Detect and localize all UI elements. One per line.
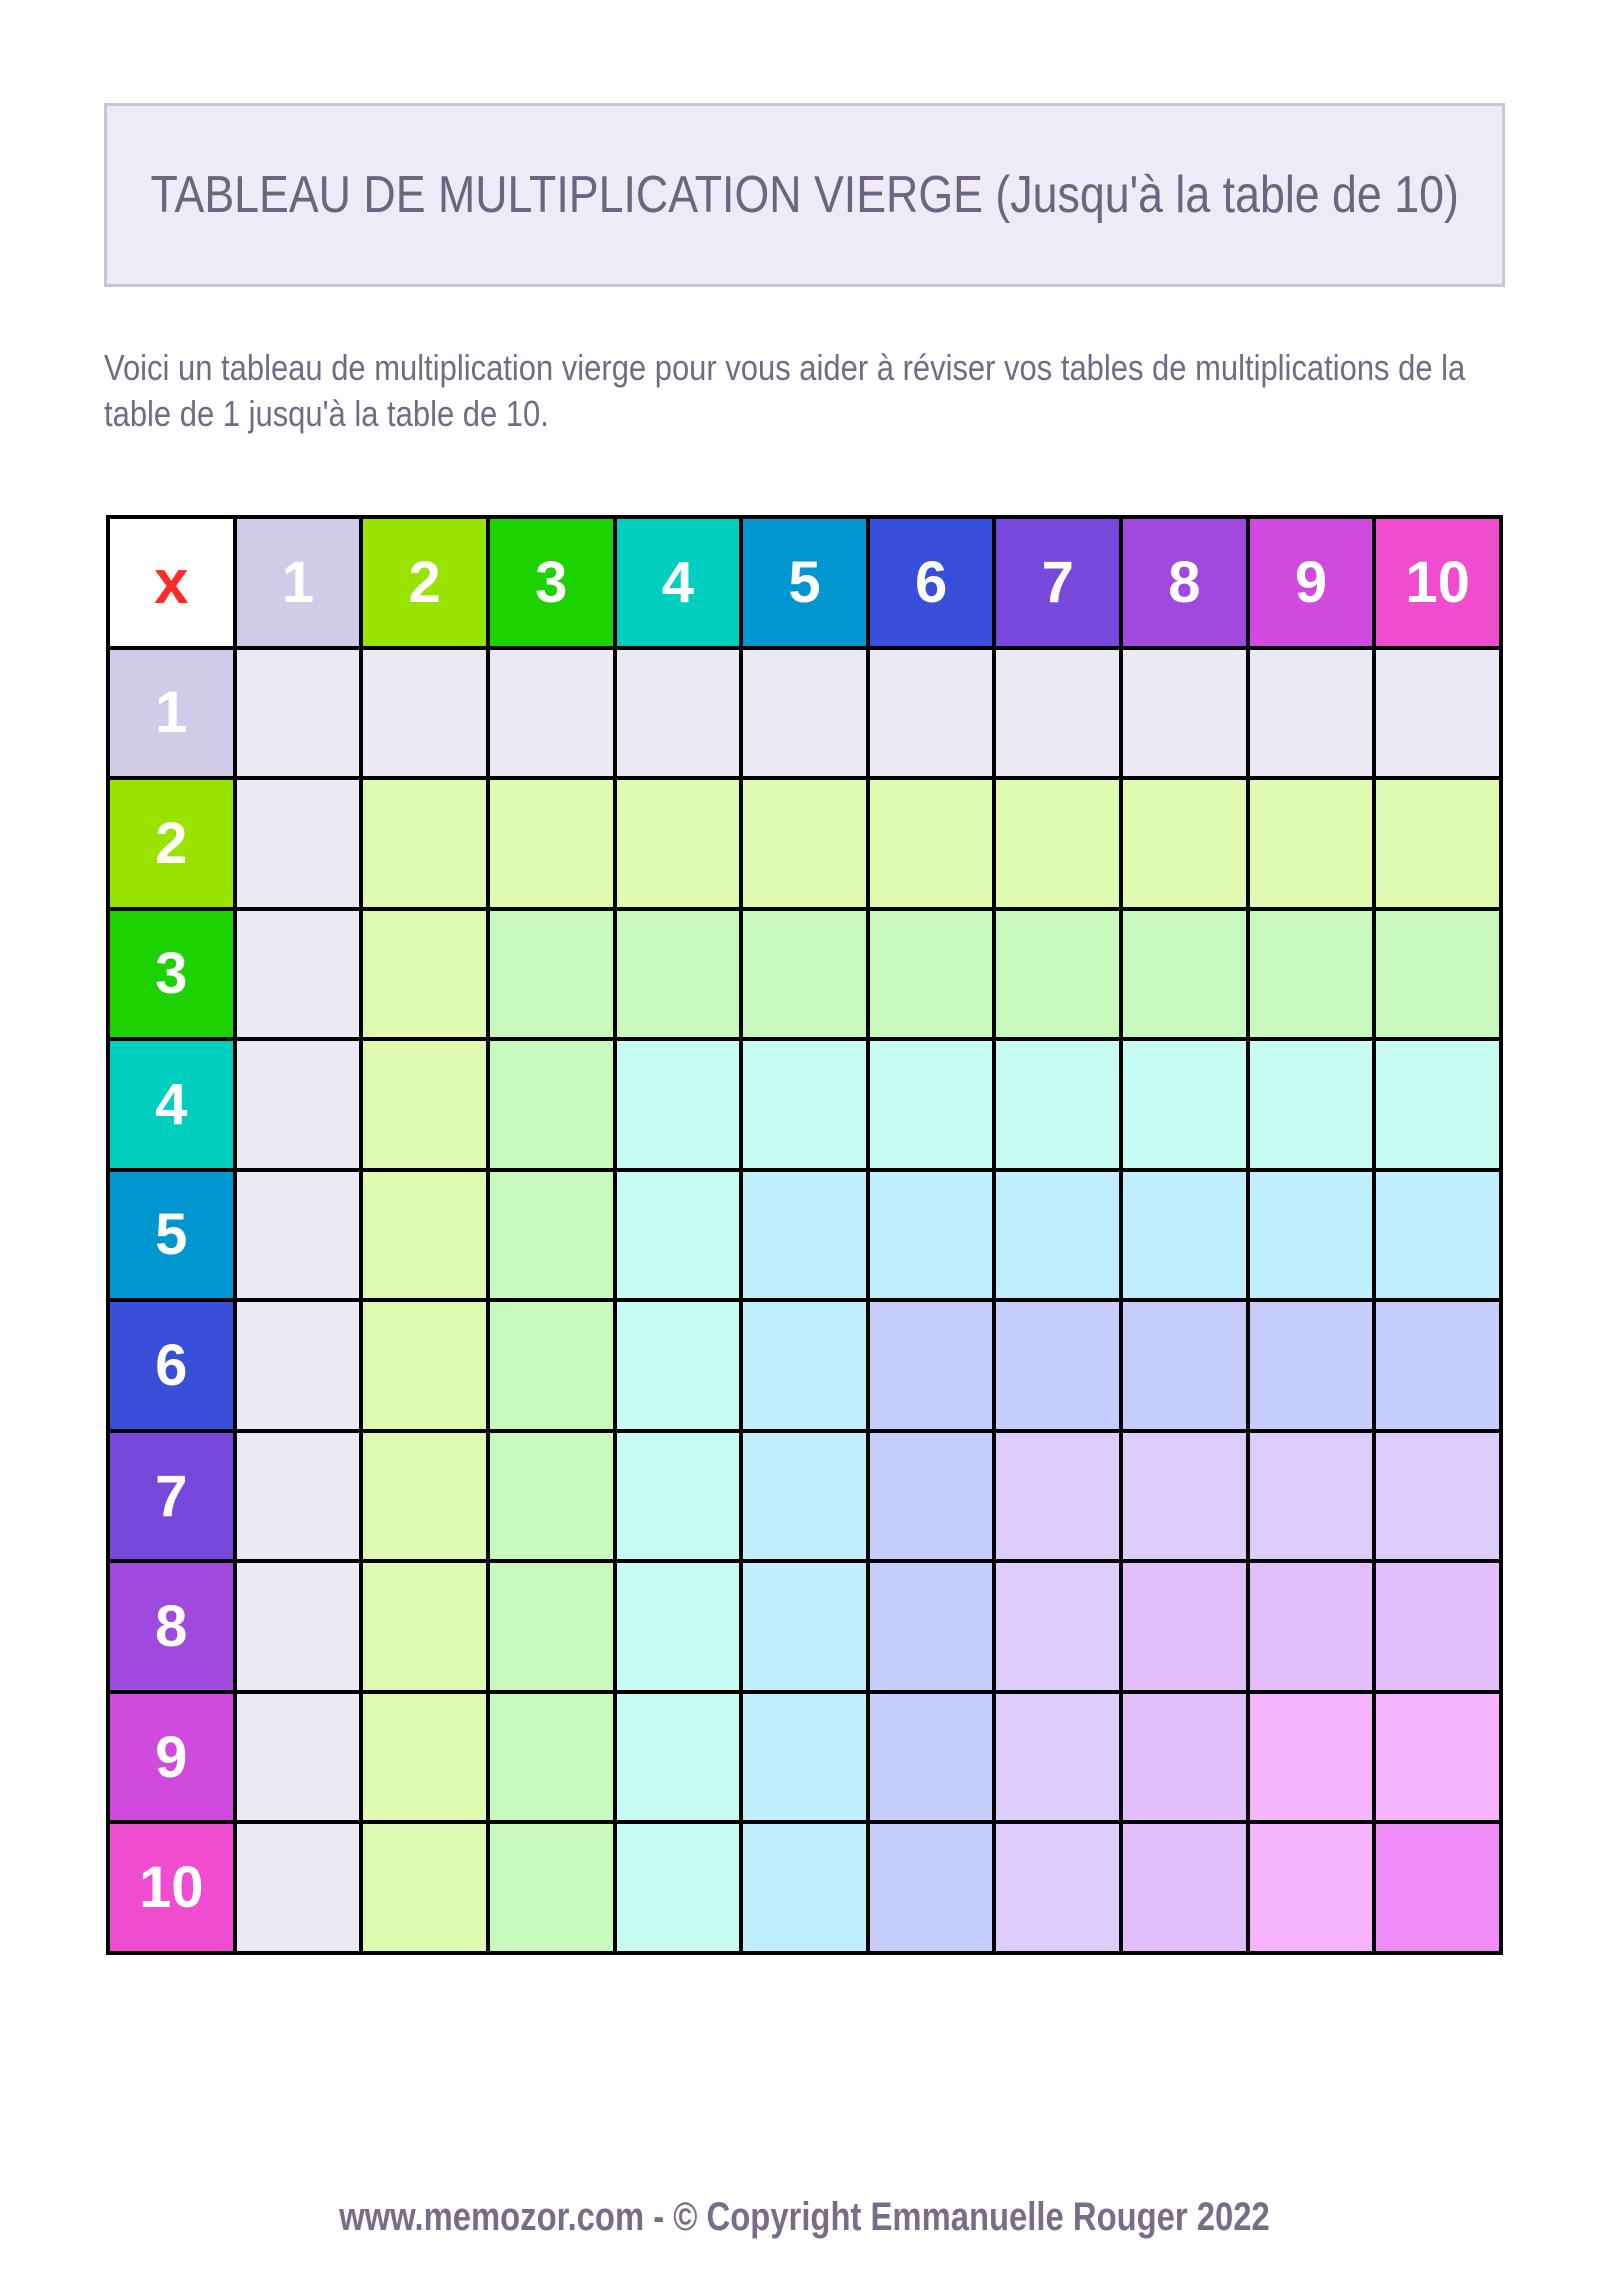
corner-multiply-sign: x: [110, 519, 233, 646]
answer-cell-10x9[interactable]: [1250, 1824, 1373, 1951]
column-header-9: 9: [1250, 519, 1373, 646]
answer-cell-3x2[interactable]: [363, 911, 486, 1038]
answer-cell-3x3[interactable]: [490, 911, 613, 1038]
column-header-7: 7: [996, 519, 1119, 646]
answer-cell-6x6[interactable]: [870, 1302, 993, 1429]
answer-cell-8x7[interactable]: [996, 1563, 1119, 1690]
answer-cell-9x4[interactable]: [617, 1694, 740, 1821]
answer-cell-2x6[interactable]: [870, 780, 993, 907]
answer-cell-3x8[interactable]: [1123, 911, 1246, 1038]
answer-cell-2x7[interactable]: [996, 780, 1119, 907]
answer-cell-4x2[interactable]: [363, 1041, 486, 1168]
answer-cell-8x2[interactable]: [363, 1563, 486, 1690]
intro-text: Voici un tableau de multiplication vierge pour vous aider à réviser vos tables de multiplications de la table de 1 jusqu'à la table de 10.: [104, 347, 1466, 434]
answer-cell-4x1[interactable]: [237, 1041, 360, 1168]
answer-cell-7x10[interactable]: [1376, 1433, 1499, 1560]
answer-cell-9x9[interactable]: [1250, 1694, 1373, 1821]
answer-cell-5x9[interactable]: [1250, 1172, 1373, 1299]
answer-cell-9x1[interactable]: [237, 1694, 360, 1821]
row-header-6: 6: [110, 1302, 233, 1429]
answer-cell-8x4[interactable]: [617, 1563, 740, 1690]
answer-cell-10x1[interactable]: [237, 1824, 360, 1951]
answer-cell-9x8[interactable]: [1123, 1694, 1246, 1821]
answer-cell-1x1[interactable]: [237, 650, 360, 777]
answer-cell-1x6[interactable]: [870, 650, 993, 777]
row-header-3: 3: [110, 911, 233, 1038]
answer-cell-1x9[interactable]: [1250, 650, 1373, 777]
answer-cell-5x5[interactable]: [743, 1172, 866, 1299]
answer-cell-7x9[interactable]: [1250, 1433, 1373, 1560]
answer-cell-10x7[interactable]: [996, 1824, 1119, 1951]
answer-cell-5x6[interactable]: [870, 1172, 993, 1299]
answer-cell-5x1[interactable]: [237, 1172, 360, 1299]
answer-cell-3x1[interactable]: [237, 911, 360, 1038]
answer-cell-10x2[interactable]: [363, 1824, 486, 1951]
answer-cell-6x10[interactable]: [1376, 1302, 1499, 1429]
answer-cell-1x4[interactable]: [617, 650, 740, 777]
column-header-5: 5: [743, 519, 866, 646]
answer-cell-1x10[interactable]: [1376, 650, 1499, 777]
answer-cell-6x5[interactable]: [743, 1302, 866, 1429]
answer-cell-9x2[interactable]: [363, 1694, 486, 1821]
answer-cell-10x6[interactable]: [870, 1824, 993, 1951]
answer-cell-7x8[interactable]: [1123, 1433, 1246, 1560]
answer-cell-6x9[interactable]: [1250, 1302, 1373, 1429]
answer-cell-4x7[interactable]: [996, 1041, 1119, 1168]
answer-cell-3x5[interactable]: [743, 911, 866, 1038]
answer-cell-2x5[interactable]: [743, 780, 866, 907]
answer-cell-5x2[interactable]: [363, 1172, 486, 1299]
footer: [0, 2195, 1608, 2240]
answer-cell-6x7[interactable]: [996, 1302, 1119, 1429]
answer-cell-8x8[interactable]: [1123, 1563, 1246, 1690]
answer-cell-1x5[interactable]: [743, 650, 866, 777]
answer-cell-7x6[interactable]: [870, 1433, 993, 1560]
column-header-10: 10: [1376, 519, 1499, 646]
row-header-2: 2: [110, 780, 233, 907]
row-header-1: 1: [110, 650, 233, 777]
answer-cell-2x2[interactable]: [363, 780, 486, 907]
answer-cell-10x8[interactable]: [1123, 1824, 1246, 1951]
answer-cell-1x8[interactable]: [1123, 650, 1246, 777]
answer-cell-5x4[interactable]: [617, 1172, 740, 1299]
answer-cell-3x7[interactable]: [996, 911, 1119, 1038]
answer-cell-8x9[interactable]: [1250, 1563, 1373, 1690]
answer-cell-9x10[interactable]: [1376, 1694, 1499, 1821]
answer-cell-2x9[interactable]: [1250, 780, 1373, 907]
column-header-8: 8: [1123, 519, 1246, 646]
answer-cell-3x9[interactable]: [1250, 911, 1373, 1038]
answer-cell-2x10[interactable]: [1376, 780, 1499, 907]
answer-cell-4x8[interactable]: [1123, 1041, 1246, 1168]
answer-cell-8x5[interactable]: [743, 1563, 866, 1690]
row-header-8: 8: [110, 1563, 233, 1690]
answer-cell-1x7[interactable]: [996, 650, 1119, 777]
answer-cell-10x4[interactable]: [617, 1824, 740, 1951]
row-header-9: 9: [110, 1694, 233, 1821]
answer-cell-1x2[interactable]: [363, 650, 486, 777]
answer-cell-10x5[interactable]: [743, 1824, 866, 1951]
answer-cell-9x3[interactable]: [490, 1694, 613, 1821]
answer-cell-10x10[interactable]: [1376, 1824, 1499, 1951]
answer-cell-10x3[interactable]: [490, 1824, 613, 1951]
answer-cell-9x6[interactable]: [870, 1694, 993, 1821]
answer-cell-4x4[interactable]: [617, 1041, 740, 1168]
answer-cell-9x7[interactable]: [996, 1694, 1119, 1821]
answer-cell-5x8[interactable]: [1123, 1172, 1246, 1299]
answer-cell-3x4[interactable]: [617, 911, 740, 1038]
answer-cell-6x8[interactable]: [1123, 1302, 1246, 1429]
answer-cell-8x10[interactable]: [1376, 1563, 1499, 1690]
answer-cell-2x8[interactable]: [1123, 780, 1246, 907]
answer-cell-4x5[interactable]: [743, 1041, 866, 1168]
answer-cell-6x2[interactable]: [363, 1302, 486, 1429]
answer-cell-4x10[interactable]: [1376, 1041, 1499, 1168]
answer-cell-7x2[interactable]: [363, 1433, 486, 1560]
column-header-1: 1: [237, 519, 360, 646]
answer-cell-4x9[interactable]: [1250, 1041, 1373, 1168]
answer-cell-6x3[interactable]: [490, 1302, 613, 1429]
answer-cell-9x5[interactable]: [743, 1694, 866, 1821]
answer-cell-4x6[interactable]: [870, 1041, 993, 1168]
answer-cell-7x7[interactable]: [996, 1433, 1119, 1560]
answer-cell-7x4[interactable]: [617, 1433, 740, 1560]
title-box: [104, 103, 1505, 287]
answer-cell-6x4[interactable]: [617, 1302, 740, 1429]
row-header-7: 7: [110, 1433, 233, 1560]
row-header-4: 4: [110, 1041, 233, 1168]
answer-cell-8x1[interactable]: [237, 1563, 360, 1690]
column-header-2: 2: [363, 519, 486, 646]
multiplication-grid: [106, 515, 1503, 1955]
answer-cell-2x4[interactable]: [617, 780, 740, 907]
answer-cell-8x6[interactable]: [870, 1563, 993, 1690]
answer-cell-2x1[interactable]: [237, 780, 360, 907]
answer-cell-3x10[interactable]: [1376, 911, 1499, 1038]
answer-cell-7x1[interactable]: [237, 1433, 360, 1560]
column-header-3: 3: [490, 519, 613, 646]
column-header-6: 6: [870, 519, 993, 646]
answer-cell-5x7[interactable]: [996, 1172, 1119, 1299]
page-title: TABLEAU DE MULTIPLICATION VIERGE (Jusqu'à la table de 10): [150, 166, 1459, 224]
answer-cell-7x3[interactable]: [490, 1433, 613, 1560]
answer-cell-3x6[interactable]: [870, 911, 993, 1038]
row-header-5: 5: [110, 1172, 233, 1299]
footer-copyright: www.memozor.com - © Copyright Emmanuelle Rouger 2022: [338, 2195, 1270, 2239]
row-header-10: 10: [110, 1824, 233, 1951]
answer-cell-4x3[interactable]: [490, 1041, 613, 1168]
answer-cell-5x3[interactable]: [490, 1172, 613, 1299]
answer-cell-7x5[interactable]: [743, 1433, 866, 1560]
answer-cell-2x3[interactable]: [490, 780, 613, 907]
answer-cell-8x3[interactable]: [490, 1563, 613, 1690]
answer-cell-6x1[interactable]: [237, 1302, 360, 1429]
answer-cell-5x10[interactable]: [1376, 1172, 1499, 1299]
answer-cell-1x3[interactable]: [490, 650, 613, 777]
column-header-4: 4: [617, 519, 740, 646]
